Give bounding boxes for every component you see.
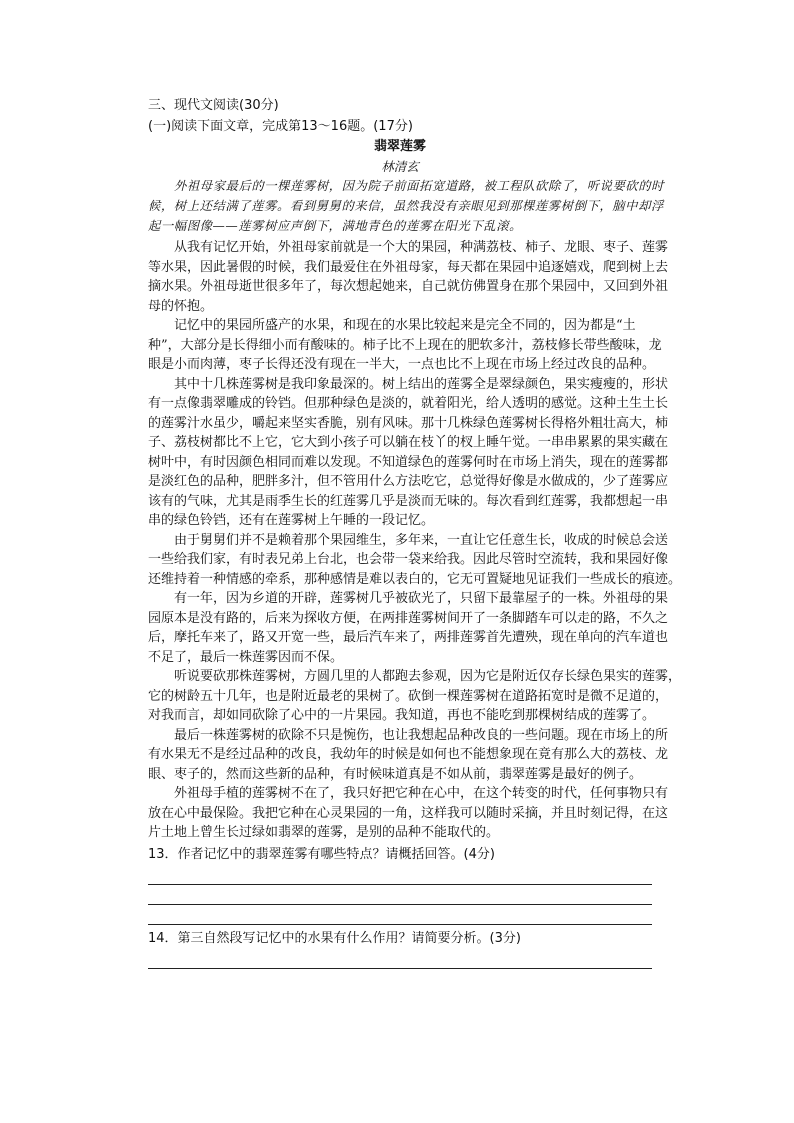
epigraph-line: 起一幅图像——莲雾树应声倒下，满地青色的莲雾在阳光下乱滚。 xyxy=(148,219,523,233)
text-line: 有一点像翡翠雕成的铃铛。但那种绿色是淡的，就着阳光，给人透明的感觉。这种土生土长 xyxy=(148,396,669,411)
question-text: 13．作者记忆中的翡翠莲雾有哪些特点？请概括回答。(4分) xyxy=(148,846,495,862)
text-line: 由于舅舅们并不是赖着那个果园维生，多年来，一直让它任意生长，收成的时候总会送 xyxy=(174,532,669,548)
text-line: 片土地上曾生长过绿如翡翠的莲雾，是别的品种不能取代的。 xyxy=(148,825,500,840)
article-title: 翡翠莲雾 xyxy=(373,139,426,154)
text-line: 等水果，因此暑假的时候，我们最爱住在外祖母家，每天都在果园中追逐嬉戏，爬到树上去 xyxy=(148,259,669,275)
text-line: 园原本是没有路的，后来为探收方便，在两排莲雾树间开了一条脚踏车可以走的路，不久之 xyxy=(148,610,669,626)
text-line: 它的树龄五十几年，也是附近最老的果树了。砍倒一棵莲雾树在道路拓宽时是微不足道的， xyxy=(148,688,669,704)
text-line: 放在心中最保险。我把它种在心灵果园的一角，这样我可以随时采摘，并且时刻记得，在这 xyxy=(148,805,669,821)
text-line: 母的怀抱。 xyxy=(148,298,214,314)
answer-line[interactable] xyxy=(148,949,652,969)
reading-instruction: (一)阅读下面文章，完成第13～16题。(17分) xyxy=(148,119,413,134)
article-author: 林清玄 xyxy=(381,159,419,174)
text-line: 外祖母手植的莲雾树不在了，我只好把它种在心中，在这个转变的时代，任何事物只有 xyxy=(174,786,669,801)
text-line: 对我而言，却如同砍除了心中的一片果园。我知道，再也不能吃到那棵树结成的莲雾了。 xyxy=(148,708,656,723)
text-line: 有水果无不是经过品种的改良，我幼年的时候是如何也不能想象现在竟有那么大的荔枝、龙 xyxy=(148,747,669,762)
text-line: 眼是小而肉薄，枣子长得还没有现在一半大，一点也比不上现在市场上经过改良的品种。 xyxy=(148,357,656,372)
text-line: 从我有记忆开始，外祖母家前就是一个大的果园，种满荔枝、柿子、龙眼、枣子、莲雾 xyxy=(174,240,669,255)
text-line: 不足了，最后一株莲雾因而不保。 xyxy=(148,649,344,665)
text-line: 一些给我们家，有时表兄弟上台北，也会带一袋来给我。因此尽管时空流转，我和果园好像 xyxy=(148,552,669,567)
text-line: 有一年，因为乡道的开辟，莲雾树几乎被砍光了，只留下最靠屋子的一株。外祖母的果 xyxy=(174,591,669,606)
text-line: 树叶中，有时因颜色相同而难以发现。不知道绿色的莲雾何时在市场上消失，现在的莲雾都 xyxy=(148,454,669,470)
text-line: 是淡红色的品种，肥胖多汁，但不管用什么方法吃它，总觉得好像是水做成的，少了莲雾应 xyxy=(148,474,669,489)
answer-line[interactable] xyxy=(148,885,652,905)
paragraph xyxy=(148,238,669,316)
text-line: 的莲雾汁水虽少，嚼起来坚实香脆，别有风味。那十几株绿色莲雾树长得格外粗壮高大，柿 xyxy=(148,415,669,431)
text-line: 其中十几株莲雾树是我印象最深的。树上结出的莲雾全是翠绿颜色，果实瘦瘦的，形状 xyxy=(174,376,669,392)
text-line: 最后一株莲雾树的砍除不只是惋伤，也让我想起品种改良的一些问题。现在市场上的所 xyxy=(174,727,669,743)
paragraph xyxy=(148,784,669,843)
text-line: 记忆中的果园所盛产的水果，和现在的水果比较起来是完全不同的，因为都是“土 xyxy=(174,318,636,333)
text-line: 子、荔枝树都比不上它，它大到小孩子可以躺在枝丫的杈上睡午觉。一串串累累的果实藏在 xyxy=(148,435,669,450)
paragraph xyxy=(148,375,669,531)
answer-line[interactable] xyxy=(148,905,652,925)
text-line: 该有的气味，尤其是雨季生长的红莲雾几乎是淡而无味的。每次看到红莲雾，我都想起一串 xyxy=(148,493,669,509)
paragraph xyxy=(148,589,669,667)
paragraph xyxy=(148,667,682,726)
answer-area[interactable] xyxy=(148,949,652,969)
text-line: 种”，大部分是长得细小而有酸味的。柿子比不上现在的肥软多汁，荔枝修长带些酸味，龙 xyxy=(148,337,662,353)
section-heading: 三、现代文阅读(30分) xyxy=(148,98,279,113)
answer-line[interactable] xyxy=(148,865,652,885)
answer-area[interactable] xyxy=(148,865,652,925)
question-text: 14．第三自然段写记忆中的水果有什么作用？请简要分析。(3分) xyxy=(148,930,521,946)
text-line: 串的绿色铃铛，还有在莲雾树上午睡的一段记忆。 xyxy=(148,513,435,528)
paragraph xyxy=(148,316,662,375)
epigraph-line: 候，树上还结满了莲雾。看到舅舅的来信，虽然我没有亲眼见到那棵莲雾树倒下，脑中却浮 xyxy=(148,199,664,213)
exam-page xyxy=(148,96,682,969)
question-14 xyxy=(148,929,652,969)
text-line: 眼、枣子的，然而这些新的品种，有时候味道真是不如从前，翡翠莲雾是最好的例子。 xyxy=(148,766,643,782)
text-line: 后，摩托车来了，路又开宽一些，最后汽车来了，两排莲雾首先遭殃，现在单向的汽车道也 xyxy=(148,630,669,645)
text-line: 还维持着一种情感的牵系，那种感情是难以表白的，它无可置疑地见证我们一些成长的痕迹。 xyxy=(148,571,682,587)
paragraph xyxy=(148,531,682,590)
epigraph xyxy=(148,176,665,236)
paragraph xyxy=(148,726,669,785)
epigraph-line: 外祖母家最后的一棵莲雾树，因为院子前面拓宽道路，被工程队砍除了，听说要砍的时 xyxy=(174,179,665,193)
article-body xyxy=(148,238,682,843)
question-13 xyxy=(148,845,652,925)
text-line: 摘水果。外祖母逝世很多年了，每次想起她来，自己就仿佛置身在那个果园中，又回到外祖 xyxy=(148,279,669,294)
text-line: 听说要砍那株莲雾树，方圆几里的人都跑去参观，因为它是附近仅存长绿色果实的莲雾， xyxy=(174,669,682,684)
